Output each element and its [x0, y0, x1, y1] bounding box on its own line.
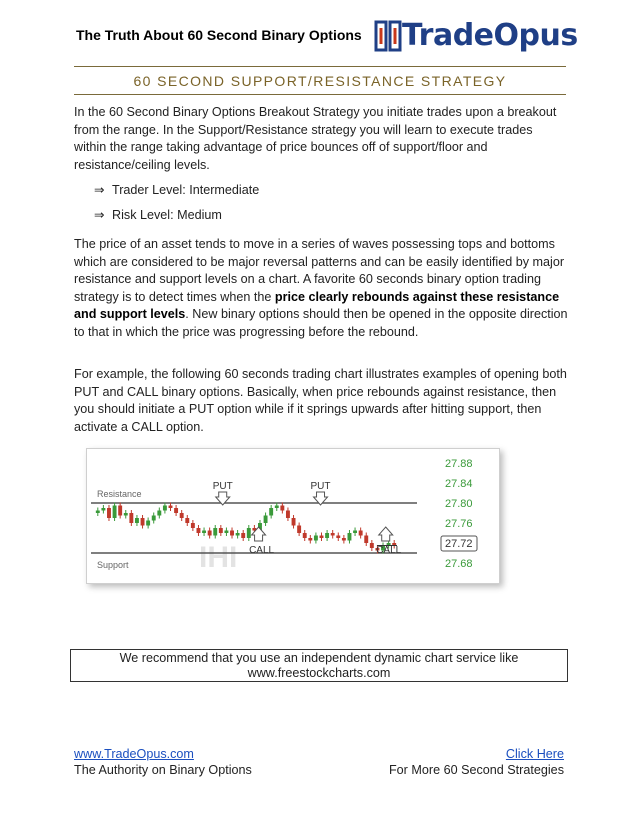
candle-body [308, 538, 312, 541]
level-label-resistance: Resistance [97, 489, 142, 499]
candle-body [292, 518, 296, 526]
section-rule-top [74, 66, 566, 67]
candle-body [247, 528, 251, 538]
candle-body [353, 531, 357, 534]
footer-left [74, 746, 252, 778]
price-label: 27.84 [445, 478, 473, 490]
candle-body [364, 536, 368, 544]
candle-body [336, 536, 340, 539]
candle-body [129, 513, 133, 523]
tradeopus-logo [372, 14, 578, 58]
waves-text-before: The price of an asset tends to move in a series of waves possessing tops and bottoms which are considered to be major reversal patterns and can be easily identified by major resistance and support levels on a chart. A favorite 60 seconds binary option trading strategy is to detect times when the [74, 237, 565, 304]
candle-body [174, 508, 178, 513]
candle-body [124, 513, 128, 516]
candle-body [224, 531, 228, 534]
candle-body [191, 523, 195, 528]
up-arrow-icon [379, 527, 393, 541]
section-title: 60 SECOND SUPPORT/RESISTANCE STRATEGY [133, 73, 507, 89]
candle-body [135, 518, 139, 523]
candle-body [303, 533, 307, 538]
arrow-icon: ⇒ [94, 183, 105, 197]
candle-body [348, 533, 352, 541]
candle-body [96, 511, 100, 514]
recommendation-box [70, 649, 568, 682]
logo-mark-icon [372, 14, 404, 58]
footer-strategies-text: For More 60 Second Strategies [388, 763, 564, 777]
candle-body [152, 516, 156, 521]
candle-body [157, 511, 161, 516]
candle-body [264, 516, 268, 524]
candle-body [202, 531, 206, 534]
candle-body [314, 536, 318, 541]
signal-label-call: CALL [376, 545, 402, 556]
price-label: 27.88 [445, 458, 473, 470]
candle-body [286, 511, 290, 519]
level-label-support: Support [97, 560, 129, 570]
candle-body [146, 521, 150, 526]
candle-body [197, 528, 201, 533]
candle-body [325, 533, 329, 538]
candle-body [280, 506, 284, 511]
candle-body [236, 533, 240, 536]
price-label: 27.80 [445, 498, 473, 510]
bullet-trader-level [94, 182, 259, 197]
recommendation-text: We recommend that you use an independent dynamic chart service like [119, 651, 519, 665]
candle-body [269, 508, 273, 516]
candle-body [219, 528, 223, 533]
candle-body [297, 526, 301, 534]
trading-chart [86, 448, 500, 584]
section-rule-bottom [74, 94, 566, 95]
chart-svg [87, 449, 499, 583]
recommendation-url: www.freestockcharts.com [247, 666, 391, 680]
candle-body [241, 533, 245, 538]
document-title: The Truth About 60 Second Binary Options [76, 27, 362, 43]
candle-body [141, 518, 145, 526]
price-label: 27.68 [445, 558, 473, 570]
candle-body [213, 528, 217, 536]
candle-body [101, 508, 105, 511]
candle-body [370, 543, 374, 548]
price-label: 27.76 [445, 518, 473, 530]
candle-body [331, 533, 335, 536]
candle-body [359, 531, 363, 536]
footer-tagline: The Authority on Binary Options [74, 763, 252, 777]
candle-body [185, 518, 189, 523]
tradeopus-link[interactable]: www.TradeOpus.com [74, 747, 194, 761]
waves-text-after: . New binary options should then be opened in the opposite direction to that in which the price was progressing before the rebound. [74, 307, 568, 339]
price-label-current: 27.72 [445, 538, 473, 550]
candle-body [208, 531, 212, 536]
waves-text-bold: price clearly rebounds against these resistance and support levels [74, 289, 560, 321]
candle-body [230, 531, 234, 536]
signal-label-put: PUT [310, 481, 331, 492]
signal-label-call: CALL [249, 545, 275, 556]
example-paragraph: For example, the following 60 seconds trading chart illustrates examples of opening both PUT and CALL binary options. Basically, when price rebounds against resistance, then you should initiate a PUT option while if it springs upwards after hitting support, then activate a CALL option. [74, 367, 567, 434]
candle-body [320, 536, 324, 539]
bullet-risk-level [94, 207, 222, 222]
candle-body [107, 508, 111, 518]
bullet-text: Trader Level: Intermediate [112, 183, 260, 197]
candle-body [169, 506, 173, 509]
candle-body [163, 506, 167, 511]
waves-paragraph [74, 236, 568, 341]
chart-watermark: IHI [199, 541, 238, 574]
click-here-link[interactable]: Click Here [505, 747, 564, 761]
bullet-text: Risk Level: Medium [112, 208, 222, 222]
candle-body [275, 506, 279, 509]
signal-label-put: PUT [212, 481, 233, 492]
candle-body [113, 506, 117, 519]
candle-body [180, 513, 184, 518]
logo-wordmark: TradeOpus [402, 18, 578, 53]
candle-body [118, 506, 122, 516]
arrow-icon: ⇒ [94, 208, 105, 222]
candle-body [342, 538, 346, 541]
footer-right [389, 746, 564, 778]
intro-paragraph: In the 60 Second Binary Options Breakout Strategy you initiate trades upon a breakout from the range. In the Support/Resistance strategy you will learn to execute trades within the range taking advantage of price bounces off of support/floor and resistance/ceiling levels. [74, 105, 557, 172]
